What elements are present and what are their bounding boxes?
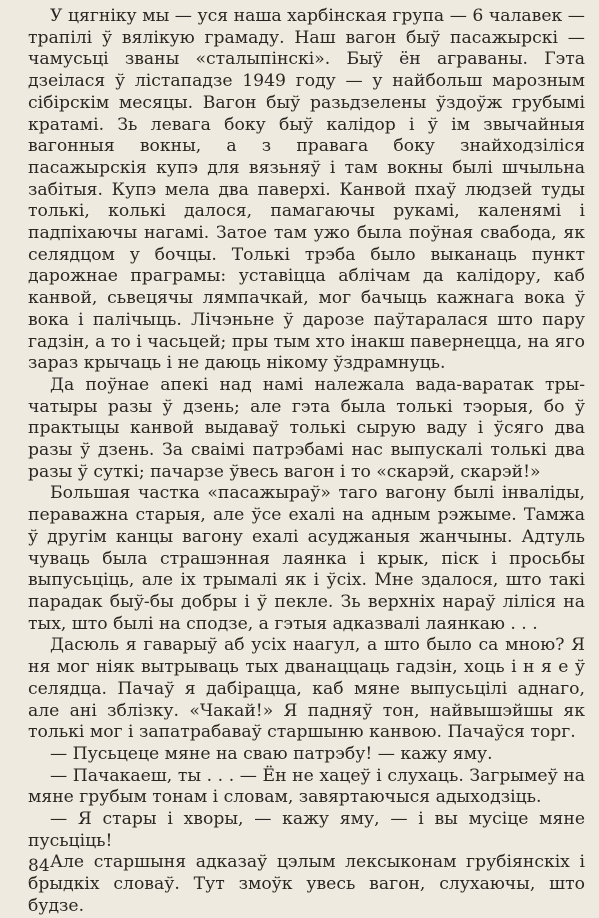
paragraph: У цягніку мы — уся наша харбінская група — 6 чалавек — трапілі ў вялікую грамаду. Наш вагон быў пасажырскі — чамусьці званы «сталыпінскі». Быў ён аграваны. Гэта дзеілася ў лістападзе 1949 году — у найбольш марозным сібірскім месяцы. Вагон быў разьдзелены ўздоўж грубымі кратамі. Зь левага боку быў калідор і ў ім звычайныя вагонныя вокны, а з правага боку знайходзіліся пасажырскія купэ для вязьняў і там вокны былі шчыльна забітыя. Купэ мела два паверхі. Канвой пхаў людзей туды толькі, колькі далося, памагаючы рукамі, каленямі і падпіхаючы нагамі. Затое там ужо была поўная свабода, як селядцом у бочцы. Толькі трэба было выканаць пункт дарожнае праграмы: уставіцца аблічам да калідору, каб канвой, сьвецячы лямпачкай, мог бачыць кажнага вока ў вока і палічыць. Лічэньне ў дарозе паўтаралася што пару гадзін, а то і часьцей; пры тым хто інакш павернецца, на яго зараз крычаць і не даюць нікому ўздрамнуць. (28, 6, 585, 374)
paragraph: Да поўнае апекі над намі належала вада-варатак трычатыры разы ў дзень; але гэта была толькі тэорыя, бо ў практыцы канвой выдаваў толькі сырую ваду і ўсяго два разы ў дзень. За сваімі патрэбамі нас выпускалі толькі два разы ў суткі; пачарзе ўвесь вагон і то «скарэй, скарэй!» (28, 374, 585, 482)
paragraph: Але старшыня адказаў цэлым лексыконам грубіянскіх і брыдкіх словаў. Тут змоўк увесь вагон, слухаючы, што будзе. (28, 852, 585, 916)
page-text-body (28, 6, 585, 918)
paragraph: Большая частка «пасажыраў» таго вагону былі інваліды, пераважна старыя, але ўсе ехалі на адным рэжыме. Тамжа ў другім канцы вагону ехалі асуджаныя жанчыны. Адтуль чуваць была страшэнная лаянка і крык, піск і просьбы выпусьціць, але іх трымалі як і ўсіх. Мне здалося, што такі парадак быў-бы добры і ў пекле. Зь верхніх нараў ліліся на тых, што былі на сподзе, а гэтыя адказвалі лаянкаю . . . (28, 483, 585, 634)
dialogue-line: — Пачакаеш, ты . . . — Ён не хацеў і слухаць. Загрымеў на мяне грубым тонам і словам, завяртаючыся адыходзіць. (28, 765, 585, 808)
paragraph: Дасюль я гаварыў аб усіх наагул, а што было са мною? Я ня мог ніяк вытрываць тых дванаццаць гадзін, хоць і н я е ў селядца. Пачаў я дабірацца, каб мяне выпусьцілі аднаго, але ані зблізку. «Чакай!» Я падняў тон, найвышэйшы як толькі мог і запатрабаваў старшыню канвою. Пачаўся торг. (28, 635, 585, 743)
dialogue-line: — Пусьцеце мяне на сваю патрэбу! — кажу яму. (50, 743, 493, 764)
dialogue-line: — Я стары і хворы, — кажу яму, — і вы мусіце мяне пусьціць! (28, 809, 585, 851)
page-number: 84 (28, 856, 50, 876)
